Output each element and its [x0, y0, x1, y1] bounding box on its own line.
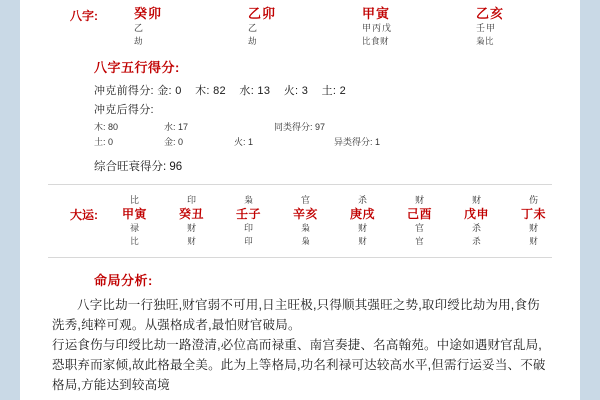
wuxing-after-water-value: 17 [178, 122, 189, 132]
wuxing-after-earth-value: 0 [108, 137, 114, 147]
dayun-sub1: 杀 [471, 223, 481, 233]
wuxing-before-metal-name: 金: [157, 85, 172, 97]
bazi-pillar [448, 6, 562, 47]
wuxing-before-metal-value: 0 [175, 85, 182, 97]
bazi-pillar-hidden-stems: 甲丙戊 [362, 23, 393, 33]
bazi-pillar [334, 6, 448, 47]
dayun-sub2: 杀 [472, 236, 481, 246]
dayun-ganzhi: 壬子 [235, 207, 261, 221]
dayun-sub2: 财 [187, 236, 196, 246]
bazi-label: 八字: [70, 9, 98, 23]
wuxing-after-row [94, 120, 562, 135]
dayun-ganzhi: 庚戌 [349, 207, 375, 221]
dayun-sub2: 比 [130, 236, 139, 246]
wuxing-before-water-value: 13 [257, 85, 271, 97]
wuxing-after-label: 冲克后得分: [94, 104, 154, 116]
dayun-ganzhi: 戊申 [463, 207, 489, 221]
same-type-score-label: 同类得分: [274, 122, 313, 132]
bazi-section [38, 4, 562, 47]
overall-strength-label: 综合旺衰得分: [94, 161, 167, 173]
wuxing-before-earth-name: 土: [321, 85, 337, 97]
bazi-pillar-list [106, 6, 562, 47]
dayun-sub1: 财 [357, 223, 367, 233]
wuxing-after-metal-value: 0 [178, 137, 184, 147]
dayun-sub1: 官 [414, 223, 424, 233]
wuxing-score-title: 八字五行得分: [94, 60, 180, 75]
dayun-sub1: 禄 [129, 223, 139, 233]
document-page [20, 0, 580, 400]
dayun-top-god: 枭 [243, 195, 253, 205]
bazi-pillar-ten-gods: 枭比 [476, 36, 495, 46]
overall-strength-line [94, 158, 562, 174]
wuxing-after-fire-name: 火: [234, 137, 246, 147]
wuxing-after-wood-name: 木: [94, 122, 106, 132]
dayun-top-god: 比 [129, 195, 139, 205]
wuxing-after-grid [94, 120, 562, 150]
dayun-top-god: 财 [414, 195, 424, 205]
dayun-sub2: 财 [358, 236, 367, 246]
wuxing-before-fire-name: 火: [283, 85, 299, 97]
dayun-sub1: 枭 [300, 223, 310, 233]
divider [48, 184, 552, 185]
dayun-sub1: 财 [186, 223, 196, 233]
bazi-pillar-ten-gods: 劫 [134, 36, 144, 46]
wuxing-before-fire-value: 3 [301, 85, 309, 97]
wuxing-before-earth-value: 2 [339, 85, 346, 97]
diff-type-score-label: 异类得分: [334, 137, 373, 147]
wuxing-after-earth-name: 土: [94, 137, 106, 147]
dayun-column [163, 193, 220, 247]
bazi-pillar-main: 癸卯 [134, 6, 163, 21]
bazi-pillar-hidden-stems: 乙 [248, 23, 259, 33]
dayun-ganzhi: 丁未 [520, 207, 546, 221]
dayun-top-god: 财 [471, 195, 481, 205]
wuxing-after-cell [164, 120, 274, 135]
dayun-column [334, 193, 391, 247]
dayun-sub1: 财 [528, 223, 538, 233]
dayun-ganzhi: 甲寅 [121, 207, 147, 221]
wuxing-after-cell [94, 120, 164, 135]
dayun-sub1: 印 [243, 223, 253, 233]
wuxing-before-label: 冲克前得分: [94, 85, 154, 97]
dayun-section [38, 193, 562, 247]
bazi-pillar-main: 乙亥 [476, 6, 505, 21]
bazi-pillar-main: 乙卯 [248, 6, 277, 21]
dayun-top-god: 杀 [357, 195, 367, 205]
wuxing-after-water-name: 水: [164, 122, 176, 132]
page-margin-left [0, 0, 20, 400]
diff-type-score-value: 1 [375, 137, 381, 147]
bazi-pillar-main: 甲寅 [362, 6, 391, 21]
bazi-pillar-ten-gods: 比食财 [362, 36, 390, 46]
dayun-sub2: 财 [529, 236, 538, 246]
wuxing-after-metal-name: 金: [164, 137, 176, 147]
analysis-title: 命局分析: [94, 273, 153, 288]
dayun-column-list [106, 193, 562, 247]
bazi-pillar-ten-gods: 劫 [248, 36, 258, 46]
dayun-label: 大运: [70, 208, 98, 222]
wuxing-after-row [94, 135, 562, 150]
dayun-sub2: 印 [244, 236, 253, 246]
analysis-paragraph: 行运食伤与印绶比劫一路澄清,必位高而禄重、南宫奏捷、名高翰苑。中途如遇财官乱局,恐职弃而家倾,故此格最全美。此为上等格局,功名利禄可达较高水平,但需行运妥当、不破格局,方能达到较高境 [52, 338, 546, 392]
wuxing-after-wood-value: 80 [108, 122, 119, 132]
dayun-column [220, 193, 277, 247]
bazi-pillar-hidden-stems: 壬甲 [476, 23, 497, 33]
dayun-column [448, 193, 505, 247]
wuxing-after-fire-value: 1 [248, 137, 254, 147]
dayun-ganzhi: 己酉 [406, 207, 432, 221]
bazi-pillar [220, 6, 334, 47]
dayun-ganzhi: 癸丑 [178, 207, 204, 221]
wuxing-after-cell [94, 135, 164, 150]
wuxing-after-cell [334, 135, 454, 150]
dayun-sub2: 枭 [301, 236, 310, 246]
dayun-column [106, 193, 163, 247]
dayun-column [505, 193, 562, 247]
analysis-body [52, 295, 548, 395]
dayun-top-god: 印 [186, 195, 196, 205]
page-margin-right [580, 0, 600, 400]
wuxing-after-cell [164, 135, 234, 150]
dayun-column [277, 193, 334, 247]
bazi-pillar-hidden-stems: 乙 [134, 23, 145, 33]
wuxing-before-water-name: 水: [239, 85, 255, 97]
wuxing-before-wood-value: 82 [213, 85, 226, 97]
analysis-paragraph: 八字比劫一行独旺,财官弱不可用,日主旺极,只得顺其强旺之势,取印绶比劫为用,食伤洗秀,纯粹可观。从强格成者,最怕财官破局。 [52, 298, 540, 332]
dayun-ganzhi: 辛亥 [292, 207, 318, 221]
dayun-sub2: 官 [415, 236, 424, 246]
wuxing-after-cell [234, 135, 334, 150]
divider [48, 257, 552, 258]
overall-strength-value: 96 [169, 161, 183, 173]
same-type-score-value: 97 [315, 122, 326, 132]
dayun-top-god: 伤 [528, 195, 538, 205]
bazi-pillar [106, 6, 220, 47]
wuxing-after-cell [274, 120, 394, 135]
dayun-top-god: 官 [300, 195, 310, 205]
dayun-column [391, 193, 448, 247]
wuxing-before-line [94, 82, 562, 98]
wuxing-before-wood-name: 木: [195, 85, 210, 97]
